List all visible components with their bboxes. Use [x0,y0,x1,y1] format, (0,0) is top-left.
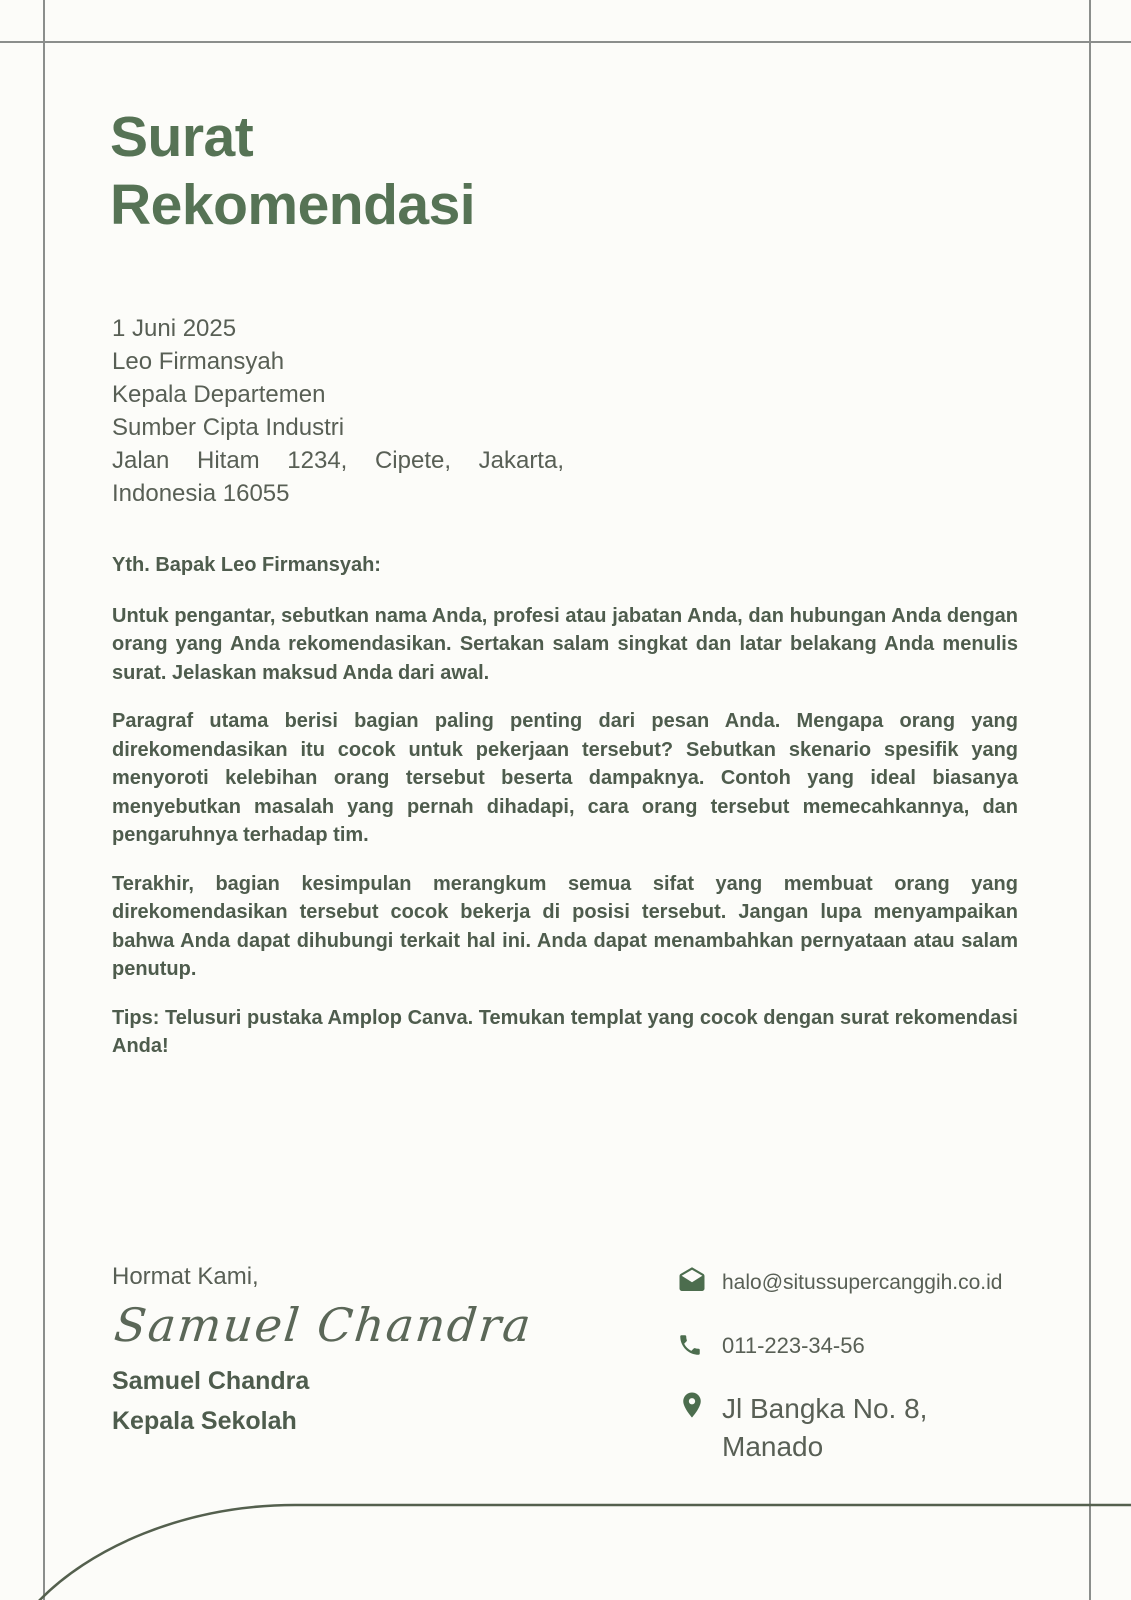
contact-row-location [677,1390,1003,1466]
letter-body [112,551,1018,1061]
bottom-curve-line [0,1480,1131,1600]
handwritten-signature: Samuel Chandra [111,1298,536,1352]
page-title [110,103,475,239]
signer-position: Kepala Sekolah [112,1407,297,1435]
paragraph-closing: Terakhir, bagian kesimpulan merangkum semua sifat yang membuat orang yang direkomendasikan tersebut cocok bekerja di posisi tersebut. Jangan lupa menyampaikan bahwa Anda dapat dihubungi terkait hal ini. Anda dapat menambahkan pernyataan atau salam penutup. [112,872,1018,980]
left-border-line [43,0,45,1600]
contact-row-email [677,1266,1003,1298]
contact-address: Jl Bangka No. 8, Manado [722,1393,928,1462]
recipient-company: Sumber Cipta Industri [112,414,345,441]
recipient-name: Leo Firmansyah [112,348,285,375]
closing-line: Hormat Kami, [112,1263,259,1290]
recipient-job-title: Kepala Departemen [112,381,326,408]
right-border-line [1089,0,1091,1600]
top-border-line [0,41,1131,43]
paragraph-intro: Untuk pengantar, sebutkan nama Anda, profesi atau jabatan Anda, dan hubungan Anda dengan orang yang Anda rekomendasikan. Sertakan salam singkat dan latar belakang Anda menulis surat. Jelaskan maksud Anda dari awal. [112,604,1018,684]
contact-phone: 011-223-34-56 [722,1333,865,1358]
page-title-line-2: Rekomendasi [110,173,476,237]
signature-block [111,1263,536,1436]
signer-name: Samuel Chandra [112,1367,310,1395]
contact-row-phone [677,1332,1003,1360]
contact-block [677,1266,1003,1466]
page-title-line-1: Surat [110,105,254,169]
recipient-address: Jalan Hitam 1234, Cipete, Jakarta, Indonesia 16055 [112,447,564,507]
paragraph-tips: Tips: Telusuri pustaka Amplop Canva. Temukan templat yang cocok dengan surat rekomendasi Anda! [112,1006,1018,1057]
paragraph-main: Paragraf utama berisi bagian paling penting dari pesan Anda. Mengapa orang yang direkomendasikan itu cocok untuk pekerjaan tersebut? Sebutkan skenario spesifik yang menyoroti kelebihan orang tersebut beserta dampaknya. Contoh yang ideal biasanya menyebutkan masalah yang pernah dihadapi, cara orang tersebut memecahkannya, dan pengaruhnya terhadap tim. [112,710,1018,846]
envelope-open-icon [677,1266,707,1296]
letter-date: 1 Juni 2025 [112,315,237,342]
salutation: Yth. Bapak Leo Firmansyah: [112,554,381,576]
location-pin-icon [677,1390,707,1420]
recipient-block [112,312,564,510]
phone-icon [677,1332,707,1358]
contact-email: halo@situssupercanggih.co.id [722,1271,1003,1294]
